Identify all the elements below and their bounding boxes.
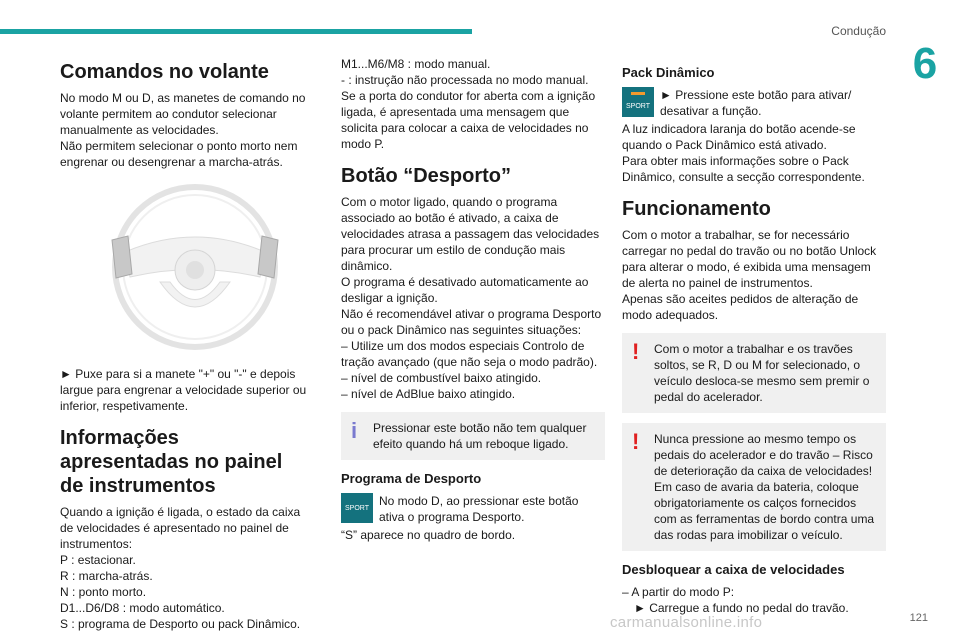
paragraph: – nível de combustível baixo atingido. [341, 371, 542, 385]
list-item: D1...D6/D8 : modo automático. [60, 601, 225, 615]
warning-note [622, 423, 886, 551]
paragraph: Se a porta do condutor for aberta com a ignição ligada, é apresentada uma mensagem que solicita para colocar a caixa de velocidades no modo P. [341, 89, 596, 151]
column-2 [341, 56, 605, 543]
paragraph: No modo M ou D, as manetes de comando no volante permitem ao condutor selecionar manualmente as velocidades. [60, 91, 306, 137]
paragraph: O programa é desativado automaticamente ao desligar a ignição. [341, 275, 589, 305]
watermark: carmanualsonline.info [610, 614, 763, 631]
column-3 [622, 56, 886, 616]
section-title: Condução [831, 24, 886, 38]
steering-wheel-illustration [90, 182, 300, 352]
paragraph: – Utilize um dos modos especiais Controlo de tração avançado (que não seja o modo padrão). [341, 339, 598, 369]
list-item: S : programa de Desporto ou pack Dinâmico. [60, 617, 301, 631]
paragraph: A luz indicadora laranja do botão acende-se quando o Pack Dinâmico está ativado. [622, 122, 856, 152]
sport-button-icon: SPORT [341, 493, 373, 523]
heading-programa-desporto: Programa de Desporto [341, 471, 482, 486]
heading-desbloquear: Desbloquear a caixa de velocidades [622, 562, 845, 577]
paragraph: Não permitem selecionar o ponto morto nem engrenar ou desengrenar a marcha-atrás. [60, 139, 298, 169]
heading-informacoes: Informações apresentadas no painel de instrumentos [60, 427, 283, 497]
dynamic-button-row [622, 87, 886, 119]
note-text: Pressionar este botão não tem qualquer efeito quando há um reboque ligado. [373, 421, 587, 451]
paragraph: – A partir do modo P: [622, 585, 735, 599]
heading-comandos-volante: Comandos no volante [60, 61, 269, 83]
heading-funcionamento: Funcionamento [622, 198, 771, 220]
paragraph: ► Carregue a fundo no pedal do travão. [634, 601, 849, 615]
info-note [341, 412, 605, 460]
paragraph: Quando a ignição é ligada, o estado da caixa de velocidades é apresentado no painel de instrumentos: [60, 505, 301, 551]
top-accent-bar [0, 29, 472, 34]
paragraph: Com o motor ligado, quando o programa associado ao botão é ativado, a caixa de velocidades atrasa a passagem das velocidades para procurar um estilo de condução mais dinâmico. [341, 195, 600, 273]
paragraph: ► Pressione este botão para ativar/ desativar a função. [660, 88, 852, 118]
list-item: R : marcha-atrás. [60, 569, 153, 583]
paragraph: “S” aparece no quadro de bordo. [341, 528, 516, 542]
sport-button-row [341, 493, 605, 525]
heading-botao-desporto: Botão “Desporto” [341, 165, 511, 187]
list-item: P : estacionar. [60, 553, 136, 567]
warning-note [622, 333, 886, 413]
column-1 [60, 56, 310, 632]
paragraph: ► Puxe para si a manete "+" ou "-" e depois largue para engrenar a velocidade superior ou inferior, respetivamente. [60, 367, 307, 413]
note-text: Em caso de avaria da bateria, coloque obrigatoriamente os calços fornecidos com as ferramentas de bordo contra uma das rodas para imobilizar o veículo. [654, 480, 875, 542]
paragraph: Para obter mais informações sobre o Pack Dinâmico, consulte a secção correspondente. [622, 154, 865, 184]
paragraph: Apenas são aceites pedidos de alteração de modo adequados. [622, 292, 859, 322]
note-text: Nunca pressione ao mesmo tempo os pedais do acelerador e do travão – Risco de deterioração da caixa de velocidades! [654, 432, 873, 478]
info-icon: i [351, 418, 358, 443]
paragraph: Com o motor a trabalhar, se for necessário carregar no pedal do travão ou no botão Unlock para alterar o modo, é exibida uma mensagem de alerta no painel de instrumentos. [622, 228, 877, 290]
sport-dynamic-button-icon: SPORT [622, 87, 654, 117]
warning-icon: ! [632, 339, 640, 364]
list-item: N : ponto morto. [60, 585, 147, 599]
warning-icon: ! [632, 429, 640, 454]
paragraph: No modo D, ao pressionar este botão ativa o programa Desporto. [379, 494, 579, 524]
list-item: - : instrução não processada no modo manual. [341, 73, 589, 87]
heading-pack-dinamico: Pack Dinâmico [622, 65, 715, 80]
chapter-number: 6 [912, 39, 938, 88]
paragraph: – nível de AdBlue baixo atingido. [341, 387, 516, 401]
list-item: M1...M6/M8 : modo manual. [341, 57, 491, 71]
note-text: Com o motor a trabalhar e os travões soltos, se R, D ou M for selecionado, o veículo desloca-se mesmo sem premir o pedal do acelerador. [654, 342, 870, 404]
page-number: 121 [909, 612, 928, 624]
paragraph: Não é recomendável ativar o programa Desporto ou o pack Dinâmico nas seguintes situações: [341, 307, 602, 337]
